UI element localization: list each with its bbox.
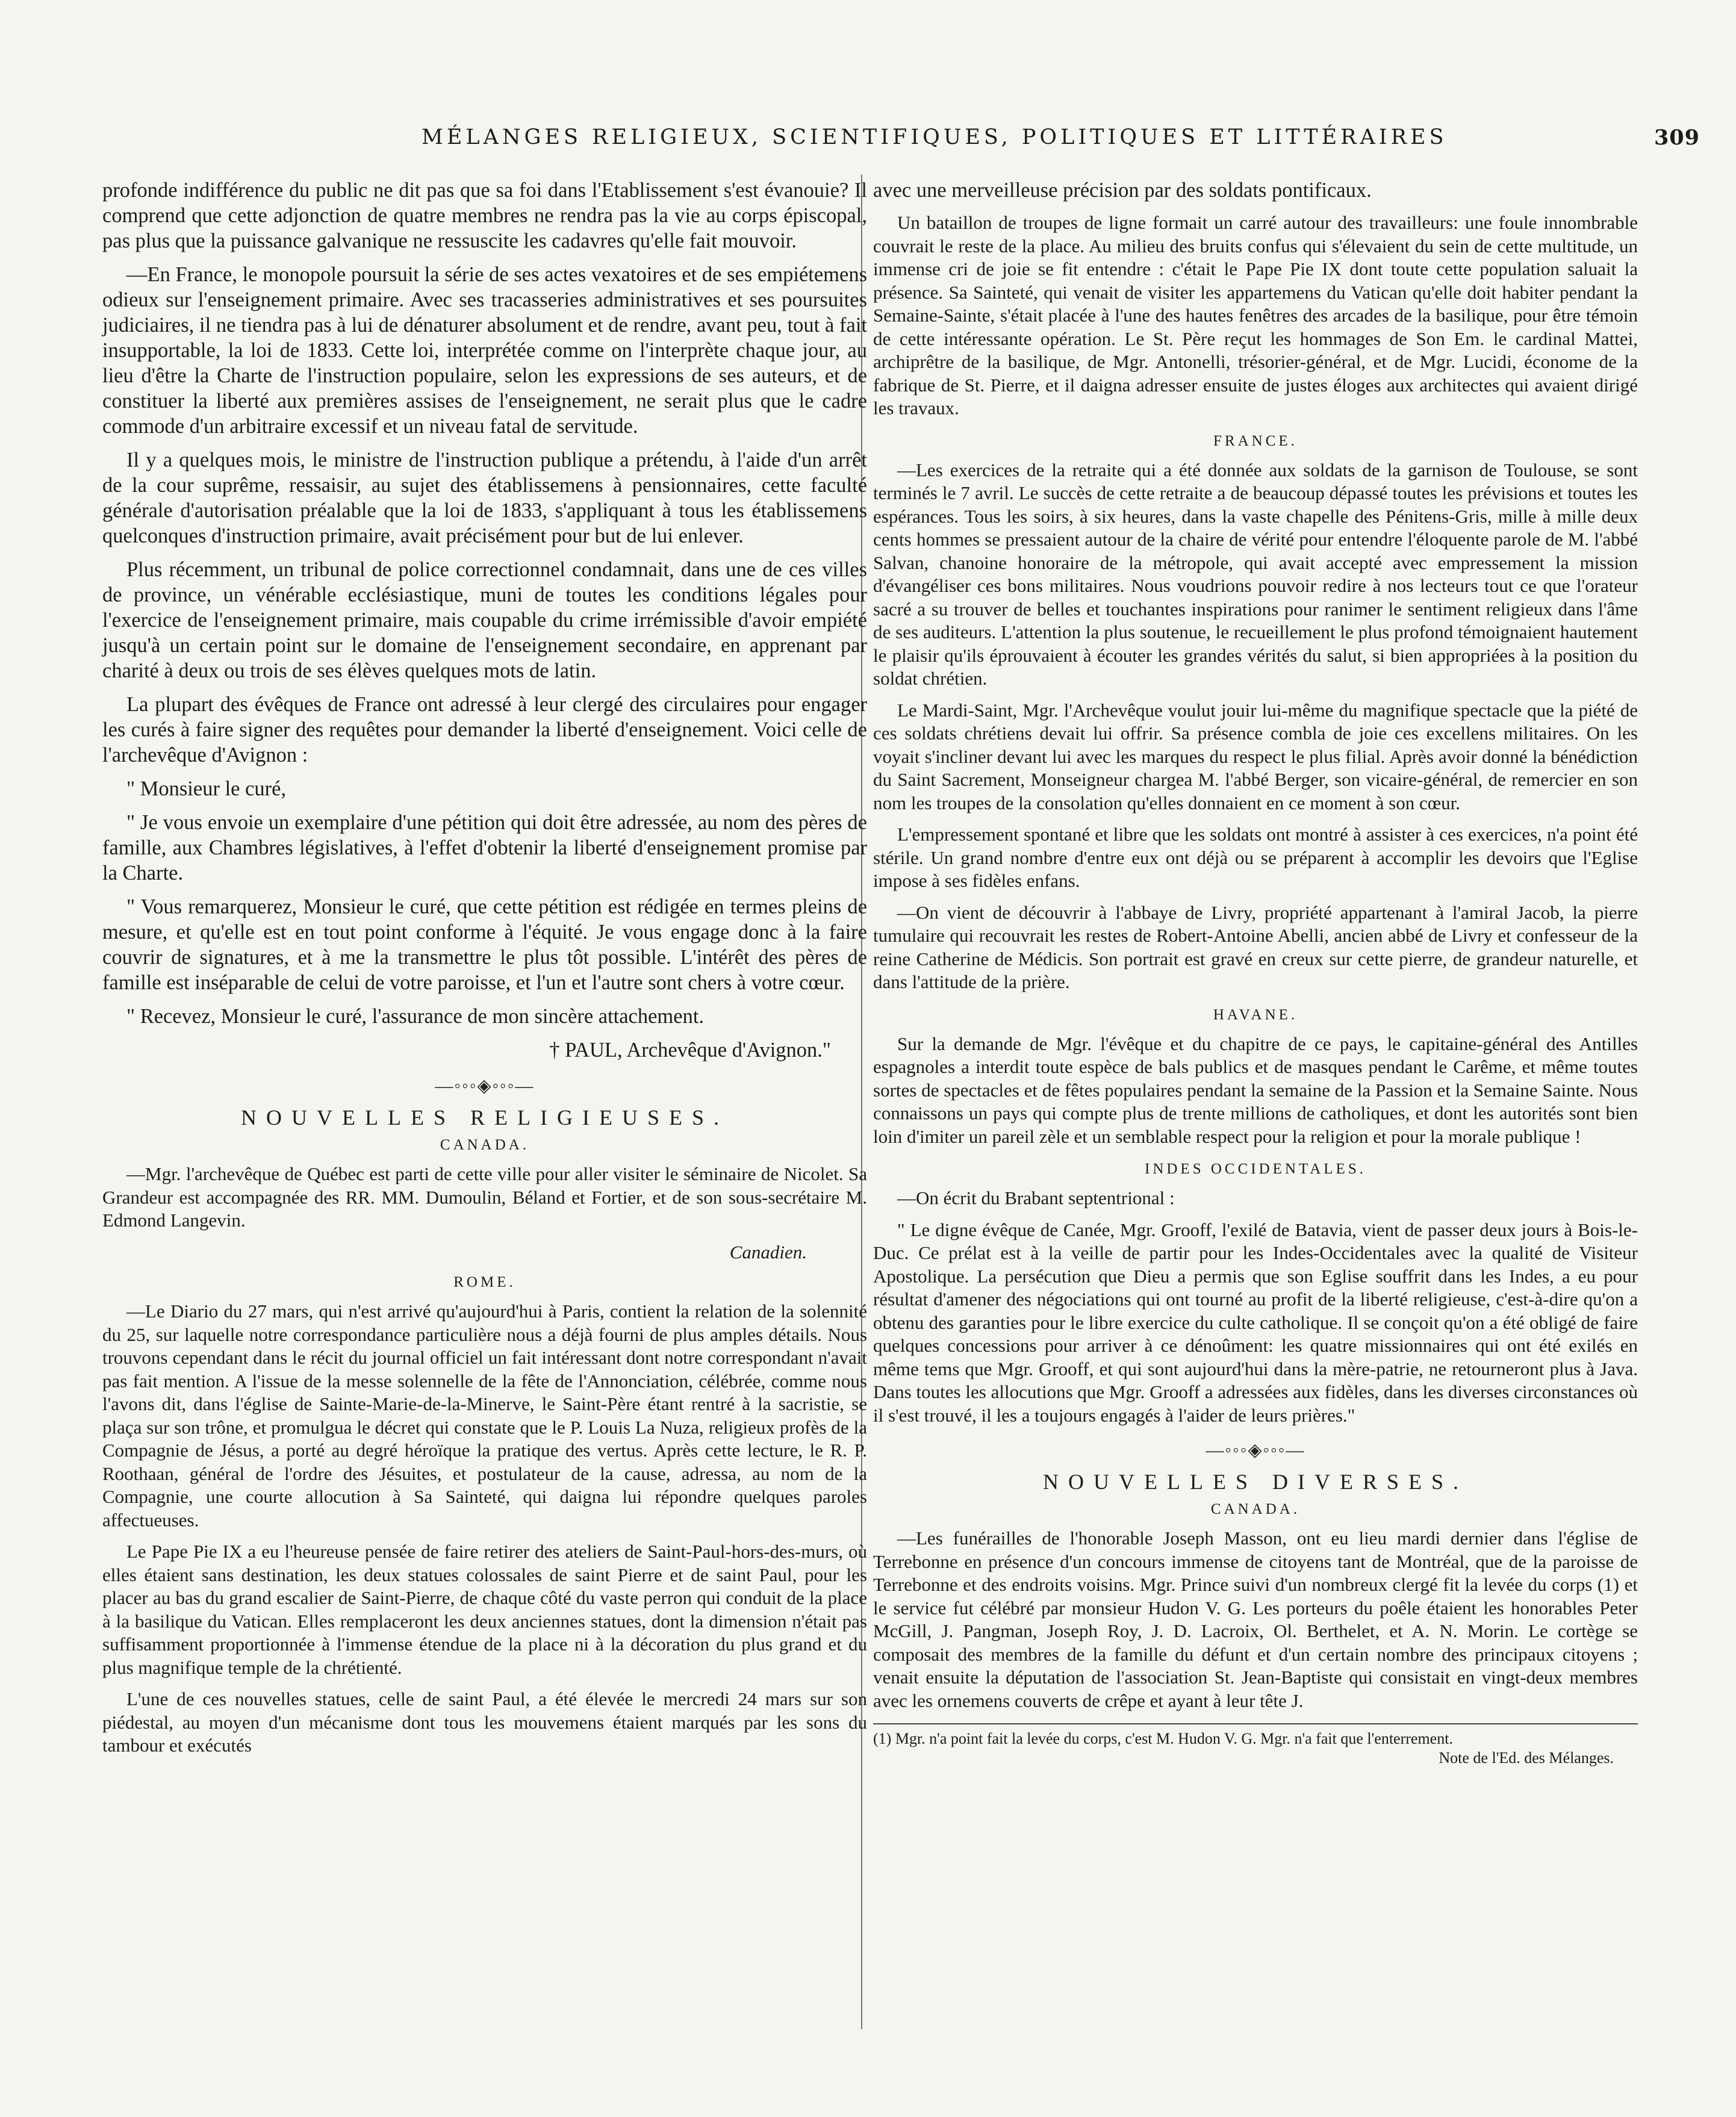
subheading-indes: INDES OCCIDENTALES. (1145, 1161, 1366, 1177)
subheading-canada: CANADA. (440, 1137, 530, 1153)
paragraph: —Les exercices de la retraite qui a été donnée aux soldats de la garnison de Toulouse, se sont terminés le 7 avril. Le succès de cette retraite a de beaucoup dépassé toutes les prévisions et toutes les espérances. Tous les soirs, à six heures, dans la vaste chapelle des Pénitens-Gris, mille à mille deux cents hommes se pressaient autour de la chaire de vérité pour entendre l'éloquente parole de M. l'abbé Salvan, chanoine honoraire de la métropole, qui avait accepté avec empressement la mission d'évangéliser ces bons militaires. Nous voudrions pouvoir redire à nos lecteurs tout ce que l'orateur sacré a su trouver de belles et touchantes inspirations pour ranimer le sentiment religieux dans l'âme de ses auditeurs. L'attention la plus soutenue, le recueillement le plus profond témoignaient hautement le plaisir qu'ils éprouvaient à écouter les grandes vérités du salut, si bien appropriées à la position du soldat chrétien. (873, 459, 1638, 689)
letter-closing: " Recevez, Monsieur le curé, l'assurance de mon sincère attachement. (126, 1005, 705, 1028)
right-column (873, 178, 1638, 1768)
paragraph: Il y a quelques mois, le ministre de l'instruction publique a prétendu, à l'aide d'un arrêt de la cour suprême, ressaisir, au sujet des établissemens à pensionnaires, cette faculté générale d'autorisation préalable que la loi de 1833, s'appliquant à tous les établissemens quelconques d'instruction primaire, avait précisément pour but de lui enlever. (102, 449, 867, 547)
running-header (0, 125, 1736, 155)
letter-paragraph: " Vous remarquerez, Monsieur le curé, que cette pétition est rédigée en termes pleins de mesure, et qu'elle est en tout point conforme à l'équité. Je vous engage donc à la faire couvrir de signatures, et à me la transmettre le plus tôt possible. L'intérêt des pères de famille est inséparable de celui de votre paroisse, et l'un et l'autre sont chers à votre cœur. (102, 895, 867, 994)
paragraph: " Le digne évêque de Canée, Mgr. Grooff, l'exilé de Batavia, vient de passer deux jours à Bois-le-Duc. Ce prélat est à la veille de partir pour les Indes-Occidentales avec la qualité de Visiteur Apostolique. La persécution que Dieu a permis que son Eglise souffrit dans les Indes, a eu pour résultat d'amener des négociations qui ont tourné au profit de la liberté religieuse, c'est-à-dire qu'on a obtenu des garanties pour le libre exercice du culte catholique. Il se conçoit qu'on a été obligé de faire quelques concessions pour arriver à ce dénoûment: les quatre missionnaires qui ont été exilés en même tems que Mgr. Grooff, et qui sont aujourd'hui dans la mère-patrie, ne retourneront plus à Java. Dans toutes les allocutions que Mgr. Grooff a adressées aux fidèles, dans les diverses circonstances où il s'est trouvé, il les a toujours engagés à l'aider de leurs prières." (873, 1219, 1638, 1426)
section-heading: NOUVELLES RELIGIEUSES. (241, 1105, 729, 1130)
subheading-havane: HAVANE. (1213, 1006, 1298, 1023)
paragraph: Un bataillon de troupes de ligne formait un carré autour des travailleurs: une foule innombrable couvrait le reste de la place. Au milieu des bruits confus qui s'élevaient du sein de cette multitude, un immense cri de joie se fit entendre : c'était le Pape Pie IX dont toute cette population saluait la présence. Sa Sainteté, qui venait de visiter les appartemens du Vatican qu'elle doit habiter pendant la Semaine-Sainte, s'était placée à l'une des hautes fenêtres des arcades de la basilique, pour être témoin de cette intéressante opération. Le St. Père reçut les hommages de Son Em. le cardinal Mattei, archiprêtre de la basilique, de Mgr. Antonelli, trésorier-général, et de Mgr. Lucidi, économe de la fabrique de St. Pierre, et il daigna adresser ensuite de justes éloges aux architectes qui avaient dirigé les travaux. (873, 212, 1638, 418)
paragraph: profonde indifférence du public ne dit pas que sa foi dans l'Etablissement s'est évanouie? Il comprend que cette adjonction de quatre membres ne rendra pas la vie au corps épiscopal, pas plus que la puissance galvanique ne ressuscite les cadavres qu'elle fait mouvoir. (102, 179, 867, 252)
paragraph: L'empressement spontané et libre que les soldats ont montré à assister à ces exercices, n'a point été stérile. Un grand nombre d'entre eux ont déjà ou se préparent à accomplir les devoirs que l'Eglise impose à ses fidèles enfans. (873, 824, 1638, 891)
footnote-rule (873, 1723, 1638, 1724)
paragraph: —Mgr. l'archevêque de Québec est parti de cette ville pour aller visiter le séminaire de Nicolet. Sa Grandeur est accompagnée des RR. MM. Dumoulin, Béland et Fortier, et de son sous-secrétaire M. Edmond Langevin. (102, 1163, 867, 1231)
page-title: MÉLANGES RELIGIEUX, SCIENTIFIQUES, POLITIQUES ET LITTÉRAIRES (422, 125, 1448, 149)
letter-paragraph: " Je vous envoie un exemplaire d'une pétition qui doit être adressée, au nom des pères de famille, aux Chambres législatives, à l'effet d'obtenir la liberté d'enseignement promise par la Charte. (102, 811, 867, 884)
paragraph: —Le Diario du 27 mars, qui n'est arrivé qu'aujourd'hui à Paris, contient la relation de la solennité du 25, sur laquelle notre correspondance particulière nous a déjà fourni de plus amples détails. Nous trouvons cependant dans le récit du journal officiel un fait intéressant dont notre correspondant n'avait pas fait mention. A l'issue de la messe solennelle de la fête de l'Annonciation, célébrée, comme nous l'avons dit, dans l'église de Sainte-Marie-de-la-Minerve, le Saint-Père étant rentré à la sacristie, se plaça sur son trône, et promulgua le décret qui constate que le P. Louis La Nuza, religieux profès de la Compagnie de Jésus, a porté au degré héroïque la pratique des vertus. Après cette lecture, le R. P. Roothaan, général de l'ordre des Jésuites, et postulateur de la cause, adressa, au nom de la Compagnie, une courte allocution à Sa Sainteté, qui daigna lui répondre quelques paroles affectueuses. (102, 1301, 867, 1531)
ornament-divider: —◦◦◦◈◦◦◦— (435, 1076, 535, 1096)
paragraph: —On vient de découvrir à l'abbaye de Livry, propriété appartenant à l'amiral Jacob, la pierre tumulaire qui recouvrait les restes de Robert-Antoine Abelli, ancien abbé de Livry et confesseur de la reine Catherine de Médicis. Son portrait est gravé en creux sur cette pierre, de grandeur naturelle, et dans l'attitude de la prière. (873, 901, 1638, 992)
footnote-source: Note de l'Ed. des Mélanges. (1439, 1749, 1614, 1767)
paragraph: Sur la demande de Mgr. l'évêque et du chapitre de ce pays, le capitaine-général des Antilles espagnoles a interdit toute espèce de bals publics et de masques pendant le Carême, et même toutes sortes de spectacles et de fêtes populaires pendant la semaine de la Passion et la Semaine Sainte. Nous connaissons un pays qui compte plus de trente millions de catholiques, et dont les autorités sont bien loin d'imiter un pareil zèle et un semblable respect pour la religion et pour la morale publique ! (873, 1033, 1638, 1147)
subheading-france: FRANCE. (1213, 432, 1298, 449)
letter-signature: † PAUL, Archevêque d'Avignon." (549, 1039, 831, 1062)
paragraph: Le Mardi-Saint, Mgr. l'Archevêque voulut jouir lui-même du magnifique spectacle que la piété de ces soldats chrétiens devait lui offrir. Sa présence combla de joie ces excellens militaires. On les voyait s'incliner devant lui avec les marques du respect le plus filial. Après avoir donné la bénédiction du Saint Sacrement, Monseigneur chargea M. l'abbé Berger, son vicaire-général, de remercier en son nom les troupes de la consolation qu'elles donnaient en ce moment à son cœur. (873, 699, 1638, 813)
ornament-divider: —◦◦◦◈◦◦◦— (1206, 1440, 1305, 1460)
paragraph: —En France, le monopole poursuit la série de ses actes vexatoires et de ses empiétemens odieux sur l'enseignement primaire. Avec ses tracasseries administratives et ses poursuites judiciaires, il ne tiendra pas à lui de dénaturer absolument et de rendre, avant peu, tout à fait insupportable, la loi de 1833. Cette loi, interprétée comme on l'interprète chaque jour, au lieu d'être la Charte de l'instruction populaire, selon les expressions de ses auteurs, et de constituer la liberté aux premières assises de l'enseignement, ne serait plus que le cadre commode d'un arbitraire excessif et un niveau fatal de servitude. (102, 263, 867, 438)
subheading-rome: ROME. (453, 1274, 516, 1290)
section-heading: NOUVELLES DIVERSES. (1043, 1470, 1468, 1494)
paragraph: La plupart des évêques de France ont adressé à leur clergé des circulaires pour engager les curés à faire signer des requêtes pour demander la liberté d'enseignement. Voici celle de l'archevêque d'Avignon : (102, 693, 867, 766)
footnote (873, 1729, 1638, 1768)
left-column (102, 178, 867, 1766)
paragraph: —Les funérailles de l'honorable Joseph Masson, ont eu lieu mardi dernier dans l'église de Terrebonne en présence d'un concours immense de citoyens tant de Montréal, que de la paroisse de Terrebonne et des endroits voisins. Mgr. Prince suivi d'un nombreux clergé fit la levée du corps (1) et le service fut célébré par monsieur Hudon V. G. Les porteurs du poêle étaient les honorables Peter McGill, J. Pangman, Joseph Roy, J. D. Lacroix, Ol. Berthelet, et A. N. Morin. Le cortège se composait des membres de la famille du défunt et d'un certain nombre des principaux citoyens ; venait ensuite la députation de l'association St. Jean-Baptiste qui consistait en vingt-deux membres avec les ornemens couverts de crêpe et ayant à leur tête J. (873, 1528, 1638, 1711)
paragraph: —On écrit du Brabant septentrional : (897, 1187, 1175, 1208)
paragraph: Le Pape Pie IX a eu l'heureuse pensée de faire retirer des ateliers de Saint-Paul-hors-des-murs, où elles étaient sans destination, les deux statues colossales de saint Pierre et de saint Paul, pour les placer au bas du grand escalier de Saint-Pierre, de chaque côté du vaste perron qui conduit de la place à la basilique du Vatican. Elles remplaceront les deux anciennes statues, dont la dimension n'était pas suffisamment proportionnée à l'immense étendue de la place ni à la décoration du plus grand et du plus magnifique temple de la chrétienté. (102, 1541, 867, 1678)
page-number: 309 (1654, 125, 1700, 150)
paragraph: L'une de ces nouvelles statues, celle de saint Paul, a été élevée le mercredi 24 mars sur son piédestal, au moyen d'un mécanisme dont tous les mouvemens étaient marqués par les sons du tambour et exécutés (102, 1688, 867, 1756)
source-credit: Canadien. (729, 1241, 807, 1263)
letter-salutation: " Monsieur le curé, (126, 777, 287, 800)
paragraph: Plus récemment, un tribunal de police correctionnel condamnait, dans une de ces villes de province, un vénérable ecclésiastique, muni de toutes les conditions légales pour l'exercice de l'enseignement primaire, mais coupable du crime irrémissible d'avoir empiété jusqu'à un certain point sur le domaine de l'enseignement secondaire, en apprenant par charité à deux ou trois de ses élèves quelques mots de latin. (102, 558, 867, 682)
footnote-text: (1) Mgr. n'a point fait la levée du corps, c'est M. Hudon V. G. Mgr. n'a fait que l'enterrement. (873, 1730, 1453, 1747)
subheading-canada: CANADA. (1210, 1501, 1301, 1517)
paragraph: avec une merveilleuse précision par des soldats pontificaux. (873, 179, 1372, 202)
